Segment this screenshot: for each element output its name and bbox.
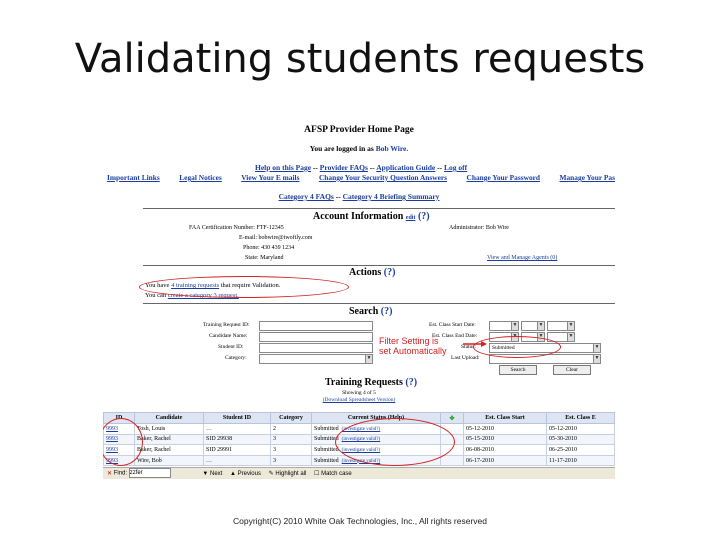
find-input-value: zzfer bbox=[129, 470, 143, 476]
label-est-start: Est. Class Start Date: bbox=[429, 322, 476, 328]
logoff-link[interactable]: Log off bbox=[444, 163, 468, 172]
slide-title: Validating students requests bbox=[74, 36, 646, 82]
cell-start: 05-12-2010 bbox=[464, 424, 547, 435]
label-est-end: Est. Class End Date: bbox=[432, 333, 478, 339]
col-student-id[interactable]: Student ID bbox=[204, 413, 271, 424]
highlight-oval-statuses bbox=[335, 415, 455, 466]
chevron-down-icon: ▼ bbox=[594, 356, 600, 361]
actions-title-text: Actions bbox=[349, 267, 382, 278]
annotation-line-1: Filter Setting is bbox=[379, 336, 439, 346]
cell-candidate: Baker, Rachel bbox=[135, 434, 204, 445]
help-link[interactable]: Help on this Page bbox=[255, 163, 312, 172]
chevron-down-icon: ▼ bbox=[512, 323, 518, 328]
download-link[interactable]: (Download Spreadsheet Version) bbox=[322, 397, 396, 403]
requests-title bbox=[325, 377, 417, 388]
browser-find-bar bbox=[103, 467, 615, 479]
status-select-value: Submitted bbox=[492, 345, 515, 351]
page-title: AFSP Provider Home Page bbox=[304, 125, 414, 135]
chevron-down-icon: ▼ bbox=[538, 334, 544, 339]
clear-button[interactable]: Clear bbox=[553, 365, 591, 375]
match-case-checkbox[interactable]: ☐ Match case bbox=[314, 470, 352, 477]
account-title-text: Account Information bbox=[313, 211, 404, 222]
training-requests-link[interactable]: 4 training requests bbox=[171, 282, 220, 289]
find-next-button[interactable]: ▼ Next bbox=[202, 470, 223, 477]
cell-start: 06-17-2010 bbox=[464, 455, 547, 466]
category-sep: -- bbox=[335, 192, 341, 201]
label-training-request-id: Training Request ID: bbox=[203, 322, 250, 328]
cell-id[interactable]: 9993 bbox=[104, 424, 135, 435]
cell-end: 05-12-2010 bbox=[547, 424, 615, 435]
col-status[interactable]: Current Status (Help) bbox=[312, 413, 441, 424]
chevron-down-icon: ▼ bbox=[594, 345, 600, 350]
cell-student-id: … bbox=[204, 455, 271, 466]
status-text: Submitted bbox=[314, 436, 339, 443]
account-email: E-mail: bobwire@twoftly.com bbox=[239, 235, 313, 241]
status-text: Submitted bbox=[314, 446, 339, 453]
cell-student-id: SID 29938 bbox=[204, 434, 271, 445]
chevron-down-icon: ▼ bbox=[568, 323, 574, 328]
nav-security-answers[interactable]: Change Your Security Question Answers bbox=[318, 173, 448, 182]
chevron-down-icon: ▼ bbox=[568, 334, 574, 339]
cell-end: 06-25-2010 bbox=[547, 445, 615, 456]
chevron-down-icon: ▼ bbox=[512, 334, 518, 339]
cell-category: 2 bbox=[271, 424, 312, 435]
nav-emails[interactable]: View Your E mails bbox=[241, 173, 300, 182]
search-title-text: Search bbox=[349, 306, 379, 317]
screenshot bbox=[103, 122, 615, 484]
cell-end: 05-30-2010 bbox=[547, 434, 615, 445]
cell-candidate: Baker, Rachel bbox=[135, 445, 204, 456]
cell-category: 3 bbox=[271, 455, 312, 466]
login-prefix: You are logged in as bbox=[309, 144, 374, 153]
col-end[interactable]: Est. Class E bbox=[547, 413, 615, 424]
actions-line2-prefix: You can bbox=[145, 292, 167, 299]
requests-title-text: Training Requests bbox=[325, 377, 403, 388]
cell-id[interactable]: 9993 bbox=[104, 445, 135, 456]
actions-line1-suffix: that require Validation. bbox=[220, 282, 281, 289]
match-case-label: Match case bbox=[321, 470, 352, 477]
status-text: Submitted bbox=[314, 457, 339, 464]
label-status: Status: bbox=[461, 344, 476, 350]
search-button[interactable]: Search bbox=[499, 365, 537, 375]
account-edit-link[interactable]: edit bbox=[405, 215, 416, 221]
nav-important-links[interactable]: Important Links bbox=[107, 173, 160, 182]
sep-3: -- bbox=[437, 163, 443, 172]
cell-start: 06-08-2010 bbox=[464, 445, 547, 456]
cell-student-id: SID 29991 bbox=[204, 445, 271, 456]
find-previous-label: Previous bbox=[237, 470, 261, 477]
find-next-label: Next bbox=[210, 470, 223, 477]
col-flag bbox=[441, 413, 464, 424]
cell-candidate: Tosh, Louis bbox=[135, 424, 204, 435]
slide-footer: Copyright(C) 2010 White Oak Technologies, Inc., All rights reserved bbox=[232, 516, 488, 526]
nav-change-password[interactable]: Change Your Password bbox=[466, 173, 541, 182]
chevron-down-icon: ▼ bbox=[538, 323, 544, 328]
guide-link[interactable]: Application Guide bbox=[376, 163, 436, 172]
nav-manage[interactable]: Manage Your Pas bbox=[559, 173, 615, 182]
highlight-oval-status bbox=[473, 336, 561, 358]
label-candidate-name: Candidate Name: bbox=[209, 333, 248, 339]
cert-number: FAA Certification Number: FTF-12345 bbox=[189, 225, 284, 231]
cell-category: 3 bbox=[271, 434, 312, 445]
col-candidate[interactable]: Candidate bbox=[135, 413, 204, 424]
manage-agents-link[interactable]: View and Manage Agents (0) bbox=[487, 255, 558, 261]
sep-1: -- bbox=[312, 163, 318, 172]
search-help-link[interactable]: (?) bbox=[380, 306, 393, 317]
find-input[interactable] bbox=[129, 468, 171, 478]
cell-end: 11-17-2010 bbox=[547, 455, 615, 466]
highlight-all-button[interactable]: ✎ Highlight all bbox=[268, 470, 307, 477]
category-briefing-link[interactable]: Category 4 Briefing Summary bbox=[342, 192, 440, 201]
investigate-link[interactable]: (investigate valid?) bbox=[341, 447, 381, 453]
showing-count: Showing 4 of 5 bbox=[342, 390, 376, 396]
label-last-upload: Last Upload: bbox=[451, 355, 480, 361]
cell-id[interactable]: 9993 bbox=[104, 434, 135, 445]
find-previous-button[interactable]: ▲ Previous bbox=[230, 470, 261, 477]
col-category[interactable]: Category bbox=[271, 413, 312, 424]
cell-category: 3 bbox=[271, 445, 312, 456]
status-text: Submitted bbox=[314, 425, 339, 432]
label-student-id: Student ID: bbox=[218, 344, 244, 350]
highlight-all-label: Highlight all bbox=[275, 470, 307, 477]
sep-2: -- bbox=[369, 163, 375, 172]
create-request-link[interactable]: create a category 3 request. bbox=[167, 292, 239, 299]
account-state: State: Maryland bbox=[245, 255, 284, 261]
cell-flag bbox=[441, 455, 464, 466]
close-icon[interactable]: ✕ bbox=[107, 470, 113, 477]
find-label: Find: bbox=[113, 470, 128, 477]
user-name[interactable]: Bob Wire. bbox=[375, 144, 409, 153]
cell-candidate: Wire, Bob bbox=[135, 455, 204, 466]
col-id[interactable]: ID bbox=[104, 413, 135, 424]
chevron-down-icon: ▼ bbox=[366, 356, 372, 361]
investigate-link[interactable]: (investigate valid?) bbox=[341, 437, 381, 443]
actions-line1-prefix: You have bbox=[145, 282, 170, 289]
investigate-link[interactable]: (investigate valid?) bbox=[341, 458, 381, 464]
faqs-link[interactable]: Provider FAQs bbox=[319, 163, 368, 172]
category-faqs-link[interactable]: Category 4 FAQs bbox=[278, 192, 334, 201]
cell-id[interactable]: 9993 bbox=[104, 455, 135, 466]
investigate-link[interactable]: (investigate valid?) bbox=[341, 426, 381, 432]
col-start[interactable]: Est. Class Start bbox=[464, 413, 547, 424]
account-phone: Phone: 430 439 1234 bbox=[243, 245, 295, 251]
actions-help-link[interactable]: (?) bbox=[383, 267, 396, 278]
cell-start: 05-15-2010 bbox=[464, 434, 547, 445]
label-category: Category: bbox=[225, 355, 247, 361]
leaf-icon: ✤ bbox=[449, 415, 455, 422]
requests-help-link[interactable]: (?) bbox=[405, 377, 418, 388]
nav-legal-notices[interactable]: Legal Notices bbox=[179, 173, 222, 182]
cell-student-id: … bbox=[204, 424, 271, 435]
annotation-line-2: set Automatically bbox=[379, 346, 447, 356]
account-help-link[interactable]: (?) bbox=[417, 211, 430, 222]
administrator: Administrator: Bob Wire bbox=[449, 225, 509, 231]
